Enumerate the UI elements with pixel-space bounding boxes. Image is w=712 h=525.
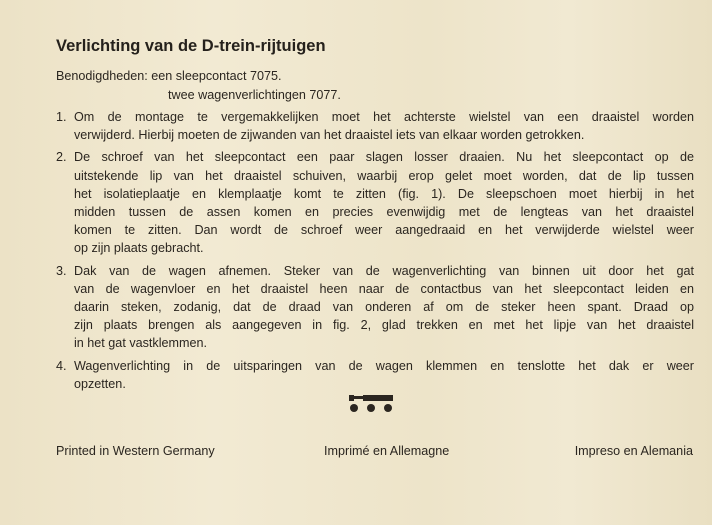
item-number: 3.	[56, 263, 67, 278]
instruction-item	[56, 148, 694, 257]
item-line: verwijderd. Hierbij moeten de zijwanden van het draaistel iets van elkaar worden getrokken.	[74, 128, 585, 143]
document-title: Verlichting van de D-trein-rijtuigen	[56, 37, 326, 55]
instruction-item	[56, 262, 694, 353]
item-line: op zijn plaats gebracht.	[74, 241, 204, 256]
item-number: 4.	[56, 358, 67, 373]
item-line: komen te zitten. Dan wordt de schroef weer aangedraaid en het verwijderde wielstel weer	[74, 223, 694, 238]
item-line: De schroef van het sleepcontact een paar slagen losser draaien. Nu het sleepcontact op de	[74, 150, 694, 165]
footer-center: Imprimé en Allemagne	[324, 444, 450, 458]
item-number: 1.	[56, 110, 67, 124]
item-line: zijn plaats brengen als aangegeven in fig. 2, glad trekken en met het lipje van het draaistel	[74, 318, 694, 333]
footer-left: Printed in Western Germany	[56, 444, 215, 458]
instruction-item	[56, 357, 694, 393]
item-line: daarin steken, zodanig, dat de draad van onderen af om de steker heen spant. Draad op	[74, 300, 694, 315]
requirements-label: Benodigdheden:	[56, 69, 148, 83]
item-line: uitstekende lip van het draaistel schuiven, waarbij erop gelet moet worden, dat de lip tussen	[74, 168, 694, 183]
train-wagon-logo-icon	[349, 395, 393, 418]
item-line: Om de montage te vergemakkelijken moet het achterste wielstel van een draaistel worden	[74, 110, 694, 124]
item-line: in het gat vastklemmen.	[74, 336, 207, 351]
item-line: opzetten.	[74, 376, 126, 391]
instruction-list	[56, 108, 694, 397]
item-line: van de wagenvloer en het draaistel heen naar de contactbus van het sleepcontact leiden en	[74, 281, 694, 296]
item-line: midden tussen de assen komen en precies evenwijdig met de lengteas van het draaistel	[74, 205, 694, 220]
requirements	[56, 67, 341, 105]
item-line: Wagenverlichting in de uitsparingen van de wagen klemmen en tenslotte het dak er weer	[74, 358, 694, 373]
instruction-item	[56, 108, 694, 144]
requirement-2: twee wagenverlichtingen 7077.	[168, 88, 341, 102]
item-number: 2.	[56, 150, 67, 165]
requirement-1: een sleepcontact 7075.	[151, 69, 282, 83]
item-line: het isolatieplaatje en klemplaatje komt te zitten (fig. 1). De sleepschoen moet hierbij in het	[74, 186, 694, 201]
item-line: Dak van de wagen afnemen. Steker van de wagenverlichting van binnen uit door het gat	[74, 263, 694, 278]
footer-right: Impreso en Alemania	[574, 444, 693, 458]
